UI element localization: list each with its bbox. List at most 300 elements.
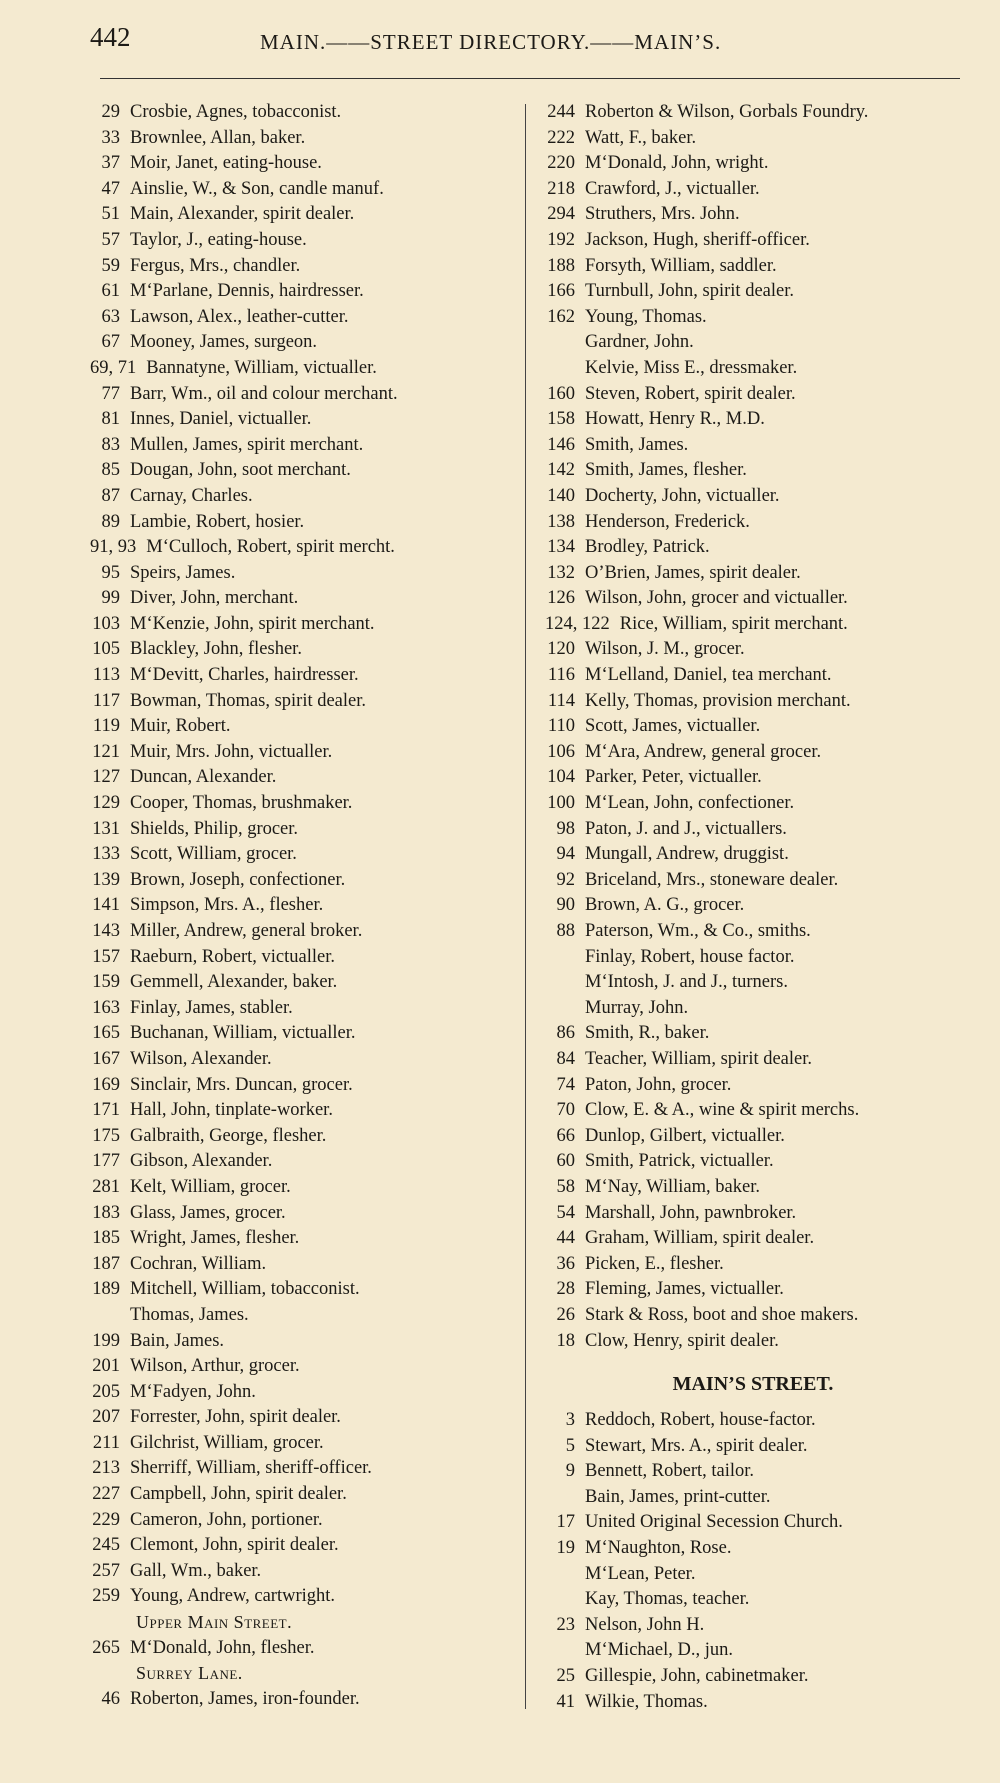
- directory-entry: [78, 382, 523, 408]
- section-heading: MAIN’S STREET.: [672, 1373, 834, 1396]
- directory-entry: [533, 663, 973, 689]
- directory-entry: [533, 1329, 973, 1355]
- house-number: 57: [101, 229, 120, 250]
- directory-entry: [533, 868, 973, 894]
- occupant-text: Simpson, Mrs. A., flesher.: [130, 895, 324, 916]
- directory-entry: [78, 1329, 523, 1355]
- directory-entry: [78, 1047, 523, 1073]
- directory-entry: [78, 1687, 523, 1713]
- directory-entry: [533, 535, 973, 561]
- occupant-text: Scott, James, victualler.: [585, 716, 761, 737]
- occupant-text: Hall, John, tinplate-worker.: [130, 1100, 333, 1121]
- house-number: 229: [92, 1509, 120, 1530]
- directory-entry: [533, 305, 973, 331]
- directory-entry: [533, 893, 973, 919]
- directory-entry: [78, 714, 523, 740]
- occupant-text: Main, Alexander, spirit dealer.: [130, 204, 355, 225]
- occupant-text: Cameron, John, portioner.: [130, 1509, 323, 1530]
- house-number: 63: [101, 306, 120, 327]
- house-number: 41: [556, 1691, 575, 1712]
- directory-entry: [533, 126, 973, 152]
- house-number: 158: [547, 409, 575, 430]
- occupant-text: Finlay, James, stabler.: [130, 997, 293, 1018]
- directory-entry: [533, 330, 973, 356]
- directory-entry: [533, 1124, 973, 1150]
- house-number: 36: [556, 1253, 575, 1274]
- directory-entry: [78, 637, 523, 663]
- house-number: 81: [101, 409, 120, 430]
- occupant-text: Kelvie, Miss E., dressmaker.: [585, 357, 798, 378]
- directory-entry: [78, 1431, 523, 1457]
- directory-entry: [78, 1354, 523, 1380]
- house-number: 69, 71: [90, 357, 137, 378]
- house-number: 61: [101, 281, 120, 302]
- directory-entry: [533, 1277, 973, 1303]
- house-number: 104: [547, 767, 575, 788]
- occupant-text: Mooney, James, surgeon.: [130, 332, 318, 353]
- house-number: 222: [547, 127, 575, 148]
- house-number: 94: [556, 844, 575, 865]
- occupant-text: Smith, R., baker.: [585, 1023, 710, 1044]
- house-number: 175: [92, 1125, 120, 1146]
- occupant-text: Smith, Patrick, victualler.: [585, 1151, 774, 1172]
- directory-entry: [78, 458, 523, 484]
- subsection-heading: Upper Main Street.: [136, 1612, 293, 1633]
- house-number: 131: [92, 818, 120, 839]
- occupant-text: M‘Lean, John, confectioner.: [585, 793, 795, 814]
- directory-entry: [78, 1124, 523, 1150]
- house-number: 129: [92, 793, 120, 814]
- occupant-text: Wilson, Alexander.: [130, 1048, 272, 1069]
- house-number: 127: [92, 767, 120, 788]
- directory-entry: [533, 254, 973, 280]
- house-number: 83: [101, 434, 120, 455]
- occupant-text: Dunlop, Gilbert, victualler.: [585, 1125, 785, 1146]
- directory-entry: [78, 1277, 523, 1303]
- house-number: 98: [556, 818, 575, 839]
- occupant-text: Wilkie, Thomas.: [585, 1691, 708, 1712]
- directory-entry: [78, 1508, 523, 1534]
- directory-entry: [533, 484, 973, 510]
- occupant-text: Speirs, James.: [130, 562, 236, 583]
- house-number: 114: [547, 690, 575, 711]
- occupant-text: M‘Ara, Andrew, general grocer.: [585, 741, 822, 762]
- directory-entry: [533, 765, 973, 791]
- occupant-text: Glass, James, grocer.: [130, 1202, 286, 1223]
- house-number: 177: [92, 1151, 120, 1172]
- directory-entry: [533, 1047, 973, 1073]
- house-number: 113: [92, 665, 120, 686]
- directory-entry: [78, 330, 523, 356]
- house-number: 211: [92, 1432, 120, 1453]
- occupant-text: Muir, Robert.: [130, 716, 231, 737]
- directory-entry: [533, 1638, 973, 1664]
- occupant-text: Watt, F., baker.: [585, 127, 697, 148]
- directory-entry: [78, 663, 523, 689]
- house-number: 25: [556, 1666, 575, 1687]
- occupant-text: Roberton, James, iron-founder.: [130, 1688, 360, 1709]
- occupant-text: Roberton & Wilson, Gorbals Foundry.: [585, 102, 869, 122]
- directory-entry: [78, 868, 523, 894]
- directory-entry: [78, 817, 523, 843]
- occupant-text: Smith, James, flesher.: [585, 460, 747, 481]
- occupant-text: Ainslie, W., & Son, candle manuf.: [130, 178, 384, 199]
- directory-entry: [533, 177, 973, 203]
- house-number: 220: [547, 153, 575, 174]
- house-number: 100: [547, 793, 575, 814]
- house-number: 192: [547, 229, 575, 250]
- directory-entry: [533, 1664, 973, 1690]
- occupant-text: Wilson, J. M., grocer.: [585, 639, 745, 660]
- house-number: 187: [92, 1253, 120, 1274]
- directory-entry: [78, 689, 523, 715]
- occupant-text: Fergus, Mrs., chandler.: [130, 255, 301, 276]
- occupant-text: Bennett, Robert, tailor.: [585, 1461, 755, 1482]
- column-divider: [525, 104, 526, 1709]
- directory-entry: [78, 1149, 523, 1175]
- occupant-text: Sherriff, William, sheriff-officer.: [130, 1458, 372, 1479]
- house-number: 134: [547, 537, 575, 558]
- occupant-text: M‘Naughton, Rose.: [585, 1538, 732, 1559]
- house-number: 213: [92, 1458, 120, 1479]
- house-number: 26: [556, 1304, 575, 1325]
- house-number: 77: [101, 383, 120, 404]
- directory-entry: [533, 1408, 973, 1434]
- house-number: 90: [556, 895, 575, 916]
- house-number: 183: [92, 1202, 120, 1223]
- occupant-text: M‘Lelland, Daniel, tea merchant.: [585, 665, 832, 686]
- occupant-text: M‘Fadyen, John.: [130, 1381, 256, 1402]
- occupant-text: Young, Andrew, cartwright.: [130, 1586, 336, 1607]
- house-number: 66: [556, 1125, 575, 1146]
- house-number: 117: [92, 690, 120, 711]
- directory-entry: [78, 970, 523, 996]
- directory-entry: [533, 919, 973, 945]
- occupant-text: Shields, Philip, grocer.: [130, 818, 299, 839]
- directory-entry: [78, 996, 523, 1022]
- occupant-text: Diver, John, merchant.: [130, 588, 299, 609]
- directory-entry: [533, 1252, 973, 1278]
- occupant-text: United Original Secession Church.: [585, 1512, 843, 1533]
- occupant-text: Kelly, Thomas, provision merchant.: [585, 690, 851, 711]
- directory-entry: [533, 356, 973, 382]
- directory-entry: [533, 100, 973, 126]
- directory-entry: [78, 740, 523, 766]
- occupant-text: Bain, James.: [130, 1330, 225, 1351]
- directory-entry: [78, 1380, 523, 1406]
- occupant-text: Kelt, William, grocer.: [130, 1176, 291, 1197]
- occupant-text: M‘Lean, Peter.: [585, 1563, 696, 1584]
- house-number: 132: [547, 562, 575, 583]
- house-number: 126: [547, 588, 575, 609]
- house-number: 33: [101, 127, 120, 148]
- occupant-text: Steven, Robert, spirit dealer.: [585, 383, 796, 404]
- right-column: [533, 100, 973, 1715]
- directory-entry: [78, 1584, 523, 1610]
- occupant-text: M‘Intosh, J. and J., turners.: [585, 972, 788, 993]
- directory-entry: [533, 458, 973, 484]
- house-number: 142: [547, 460, 575, 481]
- occupant-text: Bannatyne, William, victualler.: [146, 357, 377, 378]
- house-number: 121: [92, 741, 120, 762]
- house-number: 146: [547, 434, 575, 455]
- occupant-text: Dougan, John, soot merchant.: [130, 460, 351, 481]
- directory-entry: [78, 1482, 523, 1508]
- directory-entry: [533, 228, 973, 254]
- house-number: 140: [547, 485, 575, 506]
- house-number: 28: [556, 1279, 575, 1300]
- directory-entry: [78, 1533, 523, 1559]
- house-number: 227: [92, 1484, 120, 1505]
- occupant-text: Miller, Andrew, general broker.: [130, 921, 363, 941]
- occupant-text: Teacher, William, spirit dealer.: [585, 1048, 813, 1069]
- occupant-text: Gillespie, John, cabinetmaker.: [585, 1666, 809, 1687]
- house-number: 46: [101, 1688, 120, 1709]
- directory-entry: [78, 842, 523, 868]
- directory-entry: [78, 791, 523, 817]
- directory-entry: [533, 510, 973, 536]
- house-number: 89: [101, 511, 120, 532]
- directory-entry: [533, 1303, 973, 1329]
- subsection-heading: Surrey Lane.: [136, 1663, 243, 1684]
- directory-entry: [533, 279, 973, 305]
- occupant-text: Clemont, John, spirit dealer.: [130, 1535, 339, 1556]
- occupant-text: Gibson, Alexander.: [130, 1151, 273, 1172]
- directory-entry: [78, 765, 523, 791]
- house-number: 54: [556, 1202, 575, 1223]
- house-number: 95: [101, 562, 120, 583]
- house-number: 265: [92, 1637, 120, 1658]
- house-number: 67: [101, 332, 120, 353]
- directory-entry: [533, 791, 973, 817]
- occupant-text: Lambie, Robert, hosier.: [130, 511, 305, 532]
- house-number: 162: [547, 306, 575, 327]
- occupant-text: Young, Thomas.: [585, 306, 707, 327]
- directory-entry: [78, 407, 523, 433]
- occupant-text: Marshall, John, pawnbroker.: [585, 1202, 797, 1223]
- directory-entry: [533, 407, 973, 433]
- directory-entry: [533, 970, 973, 996]
- directory-entry: [533, 1201, 973, 1227]
- house-number: 189: [92, 1279, 120, 1300]
- house-number: 199: [92, 1330, 120, 1351]
- directory-entry: [78, 228, 523, 254]
- occupant-text: M‘Donald, John, wright.: [585, 153, 769, 174]
- directory-entry: [533, 1485, 973, 1511]
- occupant-text: M‘Kenzie, John, spirit merchant.: [130, 613, 375, 634]
- occupant-text: Wilson, Arthur, grocer.: [130, 1356, 300, 1377]
- house-number: 47: [101, 178, 120, 199]
- directory-entry: [78, 1098, 523, 1124]
- directory-entry: [533, 1536, 973, 1562]
- occupant-text: Galbraith, George, flesher.: [130, 1125, 327, 1146]
- house-number: 74: [556, 1074, 575, 1095]
- occupant-text: Scott, William, grocer.: [130, 844, 297, 865]
- occupant-text: Brodley, Patrick.: [585, 537, 710, 558]
- occupant-text: Wright, James, flesher.: [130, 1228, 300, 1249]
- directory-entry: [533, 1587, 973, 1613]
- house-number: 139: [92, 869, 120, 890]
- occupant-text: Crosbie, Agnes, tobacconist.: [130, 102, 342, 122]
- occupant-text: Paton, J. and J., victuallers.: [585, 818, 787, 839]
- house-number: 99: [101, 588, 120, 609]
- directory-entry: [533, 612, 973, 638]
- occupant-text: M‘Nay, William, baker.: [585, 1176, 760, 1197]
- directory-entry: [533, 740, 973, 766]
- occupant-text: Turnbull, John, spirit dealer.: [585, 281, 794, 302]
- directory-entry: [78, 100, 523, 126]
- house-number: 281: [92, 1176, 120, 1197]
- directory-entry: [78, 126, 523, 152]
- occupant-text: Moir, Janet, eating-house.: [130, 153, 322, 174]
- house-number: 86: [556, 1023, 575, 1044]
- house-number: 143: [92, 921, 120, 941]
- occupant-text: Gilchrist, William, grocer.: [130, 1432, 324, 1453]
- occupant-text: Stewart, Mrs. A., spirit dealer.: [585, 1435, 808, 1456]
- house-number: 17: [556, 1512, 575, 1533]
- occupant-text: Briceland, Mrs., stoneware dealer.: [585, 869, 839, 890]
- house-number: 166: [547, 281, 575, 302]
- occupant-text: Clow, Henry, spirit dealer.: [585, 1330, 779, 1351]
- house-number: 257: [92, 1560, 120, 1581]
- directory-entry: [533, 382, 973, 408]
- house-number: 84: [556, 1048, 575, 1069]
- house-number: 105: [92, 639, 120, 660]
- occupant-text: Cooper, Thomas, brushmaker.: [130, 793, 353, 814]
- occupant-text: Carnay, Charles.: [130, 485, 253, 506]
- occupant-text: Docherty, John, victualler.: [585, 485, 780, 506]
- occupant-text: Brownlee, Allan, baker.: [130, 127, 306, 148]
- directory-entry: [78, 254, 523, 280]
- directory-entry: [78, 510, 523, 536]
- house-number: 59: [101, 255, 120, 276]
- house-number: 185: [92, 1228, 120, 1249]
- occupant-text: Bain, James, print-cutter.: [585, 1486, 771, 1507]
- occupant-text: Smith, James.: [585, 434, 689, 455]
- directory-entry: [78, 919, 523, 945]
- directory-entry: [533, 1459, 973, 1485]
- occupant-text: Stark & Ross, boot and shoe makers.: [585, 1304, 859, 1325]
- house-number: 51: [101, 204, 120, 225]
- occupant-text: Gall, Wm., baker.: [130, 1560, 262, 1581]
- occupant-text: M‘Donald, John, flesher.: [130, 1637, 315, 1658]
- house-number: 103: [92, 613, 120, 634]
- occupant-text: Gardner, John.: [585, 332, 694, 353]
- house-number: 70: [556, 1100, 575, 1121]
- directory-entry: [533, 1175, 973, 1201]
- occupant-text: Kay, Thomas, teacher.: [585, 1589, 750, 1610]
- house-number: 244: [547, 102, 575, 122]
- directory-entry: [533, 561, 973, 587]
- occupant-text: Rice, William, spirit merchant.: [619, 613, 848, 634]
- house-number: 60: [556, 1151, 575, 1172]
- occupant-text: Crawford, J., victualler.: [585, 178, 760, 199]
- occupant-text: Struthers, Mrs. John.: [585, 204, 740, 225]
- directory-entry: [78, 356, 523, 382]
- house-number: 29: [101, 102, 120, 122]
- directory-entry: [533, 202, 973, 228]
- directory-entry: [78, 612, 523, 638]
- house-number: 218: [547, 178, 575, 199]
- running-head: MAIN.——STREET DIRECTORY.——MAIN’S.: [260, 30, 722, 54]
- house-number: 87: [101, 485, 120, 506]
- directory-entry: [533, 1613, 973, 1639]
- occupant-text: Paton, John, grocer.: [585, 1074, 732, 1095]
- directory-entry: [78, 586, 523, 612]
- house-number: 106: [547, 741, 575, 762]
- occupant-text: Cochran, William.: [130, 1253, 267, 1274]
- occupant-text: M‘Culloch, Robert, spirit mercht.: [146, 537, 395, 558]
- house-number: 23: [556, 1614, 575, 1635]
- occupant-text: Raeburn, Robert, victualler.: [130, 946, 335, 967]
- house-number: 159: [92, 972, 120, 993]
- occupant-text: Mungall, Andrew, druggist.: [585, 844, 789, 865]
- house-number: 58: [556, 1176, 575, 1197]
- occupant-text: Mitchell, William, tobacconist.: [130, 1279, 360, 1300]
- occupant-text: M‘Michael, D., jun.: [585, 1640, 733, 1661]
- directory-entry: [78, 433, 523, 459]
- directory-entry: [78, 177, 523, 203]
- directory-entry: [78, 1456, 523, 1482]
- house-number: 138: [547, 511, 575, 532]
- house-number: 116: [547, 665, 575, 686]
- occupant-text: Forrester, John, spirit dealer.: [130, 1407, 341, 1428]
- occupant-text: Taylor, J., eating-house.: [130, 229, 307, 250]
- house-number: 205: [92, 1381, 120, 1402]
- occupant-text: Mullen, James, spirit merchant.: [130, 434, 364, 455]
- house-number: 163: [92, 997, 120, 1018]
- house-number: 92: [556, 869, 575, 890]
- directory-entry: [533, 1098, 973, 1124]
- house-number: 141: [92, 895, 120, 916]
- occupant-text: Nelson, John H.: [585, 1614, 705, 1635]
- directory-entry: [533, 996, 973, 1022]
- house-number: 110: [547, 716, 575, 737]
- left-column: [78, 100, 523, 1712]
- directory-entry: [533, 1021, 973, 1047]
- directory-entry: [78, 1021, 523, 1047]
- directory-entry: [78, 535, 523, 561]
- directory-entry: [533, 689, 973, 715]
- directory-entry: [78, 561, 523, 587]
- occupant-text: Muir, Mrs. John, victualler.: [130, 741, 333, 762]
- directory-entry: [533, 433, 973, 459]
- occupant-text: Graham, William, spirit dealer.: [585, 1228, 815, 1249]
- house-number: 120: [547, 639, 575, 660]
- occupant-text: Reddoch, Robert, house-factor.: [585, 1410, 816, 1431]
- occupant-text: Picken, E., flesher.: [585, 1253, 724, 1274]
- occupant-text: Wilson, John, grocer and victualler.: [585, 588, 848, 609]
- house-number: 88: [556, 921, 575, 941]
- occupant-text: Bowman, Thomas, spirit dealer.: [130, 690, 367, 711]
- directory-entry: [78, 305, 523, 331]
- occupant-text: Jackson, Hugh, sheriff-officer.: [585, 229, 810, 250]
- directory-entry: [78, 945, 523, 971]
- directory-entry: [533, 1690, 973, 1716]
- directory-entry: [533, 1510, 973, 1536]
- directory-entry: [78, 1303, 523, 1329]
- house-number: 9: [565, 1461, 575, 1482]
- house-number: 207: [92, 1407, 120, 1428]
- directory-entry: [533, 1562, 973, 1588]
- directory-entry: [533, 1434, 973, 1460]
- directory-entry: [533, 945, 973, 971]
- house-number: 3: [565, 1410, 575, 1431]
- occupant-text: Lawson, Alex., leather-cutter.: [130, 306, 349, 327]
- directory-entry: [533, 151, 973, 177]
- house-number: 165: [92, 1023, 120, 1044]
- house-number: 85: [101, 460, 120, 481]
